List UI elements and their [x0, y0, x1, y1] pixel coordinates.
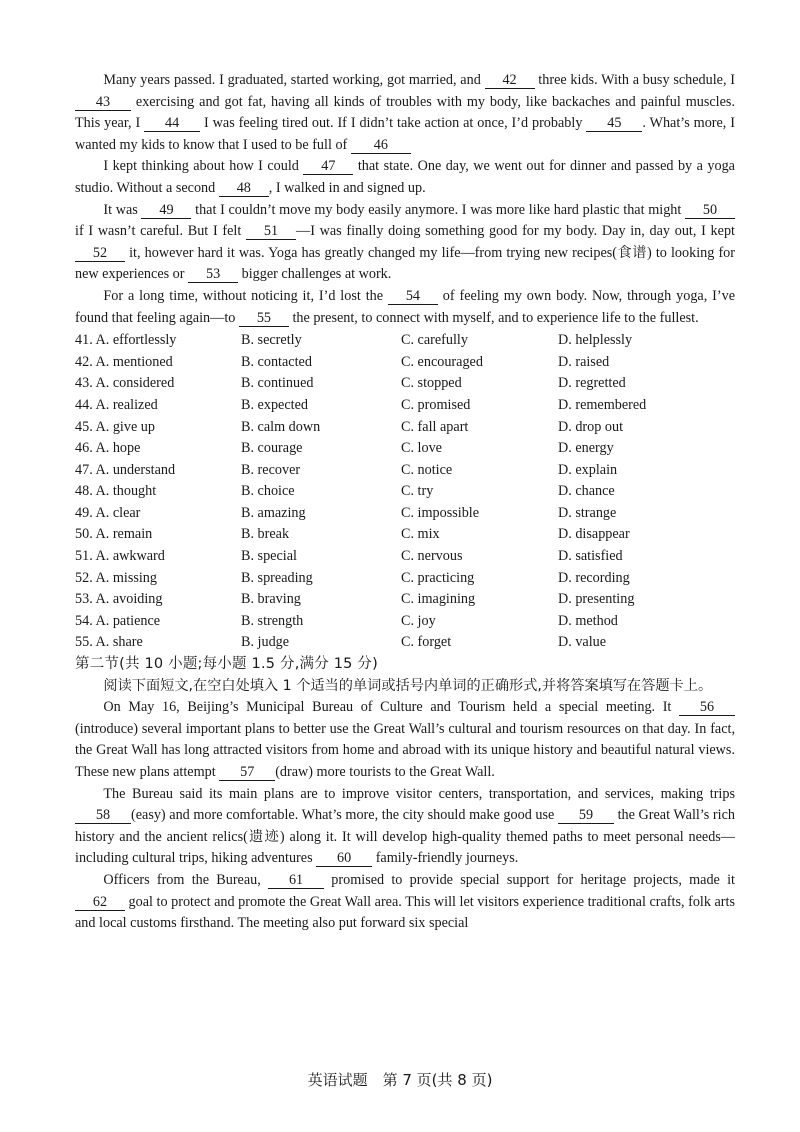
option-c: C. forget [401, 634, 452, 651]
blank-54: 54 [388, 288, 438, 305]
option-b: B. contacted [241, 353, 312, 370]
option-row [75, 373, 735, 395]
blank-52: 52 [75, 245, 125, 262]
blank-46: 46 [351, 137, 411, 154]
option-d: D. helplessly [558, 332, 633, 349]
blank-42: 42 [485, 72, 535, 89]
option-c: C. nervous [401, 548, 463, 565]
blank-57: 57 [219, 764, 275, 781]
option-a: 55. A. share [75, 634, 143, 651]
option-b: B. calm down [241, 418, 321, 435]
option-a: 51. A. awkward [75, 548, 165, 565]
option-a: 48. A. thought [75, 483, 157, 500]
option-d: D. presenting [558, 591, 635, 608]
option-d: D. regretted [558, 375, 626, 392]
option-d: D. remembered [558, 396, 647, 413]
option-d: D. raised [558, 353, 610, 370]
options-list [75, 330, 735, 654]
blank-47: 47 [303, 158, 353, 175]
option-d: D. method [558, 612, 618, 629]
passage2-paragraph1: On May 16, Beijing’s Municipal Bureau of Culture and Tourism held a special meeting. It 56(introduce) several important plans to better use the Great Wall’s cultural and tourism resources on that day. In fact, the Great Wall has long attracted visitors from home and abroad with its unique history and beautiful natural views. These new plans attempt 57 (draw) more tourists to the Great Wall. [75, 699, 735, 780]
blank-59: 59 [558, 807, 614, 824]
option-c: C. promised [401, 396, 471, 413]
option-row [75, 438, 735, 460]
option-c: C. imagining [401, 591, 476, 608]
passage1-paragraph4: For a long time, without noticing it, I’d lost the 54 of feeling my own body. Now, through yoga, I’ve found that feeling again—to 55 the present, to connect with myself, and to experience life to the fullest. [75, 287, 735, 326]
option-b: B. judge [241, 634, 290, 651]
option-c: C. impossible [401, 504, 480, 521]
option-b: B. expected [241, 396, 308, 413]
option-a: 46. A. hope [75, 440, 141, 457]
option-b: B. braving [241, 591, 301, 608]
option-b: B. amazing [241, 504, 306, 521]
option-d: D. energy [558, 440, 614, 457]
option-b: B. secretly [241, 332, 302, 349]
option-a: 52. A. missing [75, 569, 157, 586]
passage1-paragraph2: I kept thinking about how I could 47 that state. One day, we went out for dinner and passed by a yoga studio. Without a second 48 , I walked in and signed up. [75, 158, 735, 196]
option-row [75, 632, 735, 654]
option-a: 50. A. remain [75, 526, 153, 543]
passage1-paragraph3: It was 49 that I couldn’t move my body easily anymore. I was more like hard plastic that might 50 if I wasn’t careful. But I felt 51 —I was finally doing something good for my body. Day in, day out, I kept 52 it, however hard it was. Yoga has greatly changed my life—from trying new recipes(食谱) to looking for new experiences or 53 bigger challenges at work. [75, 201, 735, 283]
option-a: 43. A. considered [75, 375, 175, 392]
option-c: C. practicing [401, 569, 475, 586]
option-c: C. notice [401, 461, 453, 478]
option-d: D. recording [558, 569, 630, 586]
option-c: C. try [401, 483, 434, 500]
section2-instructions: 阅读下面短文,在空白处填入 1 个适当的单词或括号内单词的正确形式,并将答案填写在答题卡上。 [103, 677, 713, 694]
option-a: 41. A. effortlessly [75, 332, 177, 349]
option-row [75, 546, 735, 568]
option-b: B. spreading [241, 569, 313, 586]
option-row [75, 611, 735, 633]
blank-44: 44 [144, 115, 200, 132]
option-row [75, 568, 735, 590]
option-b: B. courage [241, 440, 303, 457]
option-b: B. break [241, 526, 290, 543]
option-b: B. choice [241, 483, 295, 500]
option-row [75, 589, 735, 611]
blank-62: 62 [75, 894, 125, 911]
blank-48: 48 [219, 180, 269, 197]
option-a: 45. A. give up [75, 418, 155, 435]
blank-56: 56 [679, 699, 735, 716]
section2-title: 第二节(共 10 小题;每小题 1.5 分,满分 15 分) [75, 656, 378, 673]
blank-60: 60 [316, 850, 372, 867]
option-row [75, 417, 735, 439]
option-row [75, 395, 735, 417]
blank-51: 51 [246, 223, 296, 240]
option-a: 53. A. avoiding [75, 591, 163, 608]
blank-58: 58 [75, 807, 131, 824]
option-a: 54. A. patience [75, 612, 161, 629]
option-row [75, 524, 735, 546]
option-row [75, 503, 735, 525]
option-a: 47. A. understand [75, 461, 176, 478]
passage1-paragraph1: Many years passed. I graduated, started working, got married, and 42 three kids. With a busy schedule, I 43 exercising and got fat, having all kinds of troubles with my body, like backaches and painful muscles. This year, I 44 I was feeling tired out. If I didn’t take action at once, I’d probably 45 . What’s more, I wanted my kids to know that I used to be full of 46 [75, 72, 735, 153]
blank-43: 43 [75, 94, 131, 111]
option-c: C. encouraged [401, 353, 483, 370]
blank-61: 61 [268, 872, 324, 889]
option-a: 42. A. mentioned [75, 353, 173, 370]
option-d: D. satisfied [558, 548, 623, 565]
option-d: D. strange [558, 504, 617, 521]
exam-page [75, 70, 735, 935]
option-b: B. continued [241, 375, 314, 392]
option-a: 44. A. realized [75, 396, 158, 413]
option-c: C. fall apart [401, 418, 469, 435]
blank-45: 45 [586, 115, 642, 132]
option-b: B. recover [241, 461, 301, 478]
option-d: D. value [558, 634, 607, 651]
option-d: D. drop out [558, 418, 624, 435]
option-b: B. special [241, 548, 297, 565]
option-d: D. chance [558, 483, 615, 500]
option-row [75, 352, 735, 374]
page-footer: 英语试题 第 7 页(共 8 页) [307, 1071, 493, 1089]
option-c: C. carefully [401, 332, 468, 349]
option-d: D. explain [558, 461, 618, 478]
blank-50: 50 [685, 202, 735, 219]
blank-53: 53 [188, 266, 238, 283]
option-c: C. joy [401, 612, 436, 629]
option-c: C. mix [401, 526, 440, 543]
option-row [75, 330, 735, 352]
option-row [75, 460, 735, 482]
option-row [75, 481, 735, 503]
option-a: 49. A. clear [75, 504, 141, 521]
option-c: C. stopped [401, 375, 462, 392]
passage2-paragraph3: Officers from the Bureau, 61 promised to provide special support for heritage projects, made it 62 goal to protect and promote the Great Wall area. This will let visitors experience traditional crafts, folk arts and local customs firsthand. The meeting also put forward six special [75, 871, 735, 932]
option-c: C. love [401, 440, 442, 457]
option-b: B. strength [241, 612, 304, 629]
blank-55: 55 [239, 310, 289, 327]
passage2-paragraph2: The Bureau said its main plans are to improve visitor centers, transportation, and services, making trips 58 (easy) and more comfortable. What’s more, the city should make good use 59 the Great Wall’s rich history and the ancient relics(遗迹) along it. It will develop high-quality themed paths to meet personal needs—including cultural trips, hiking adventures 60 family-friendly journeys. [75, 785, 735, 867]
blank-49: 49 [141, 202, 191, 219]
option-d: D. disappear [558, 526, 630, 543]
